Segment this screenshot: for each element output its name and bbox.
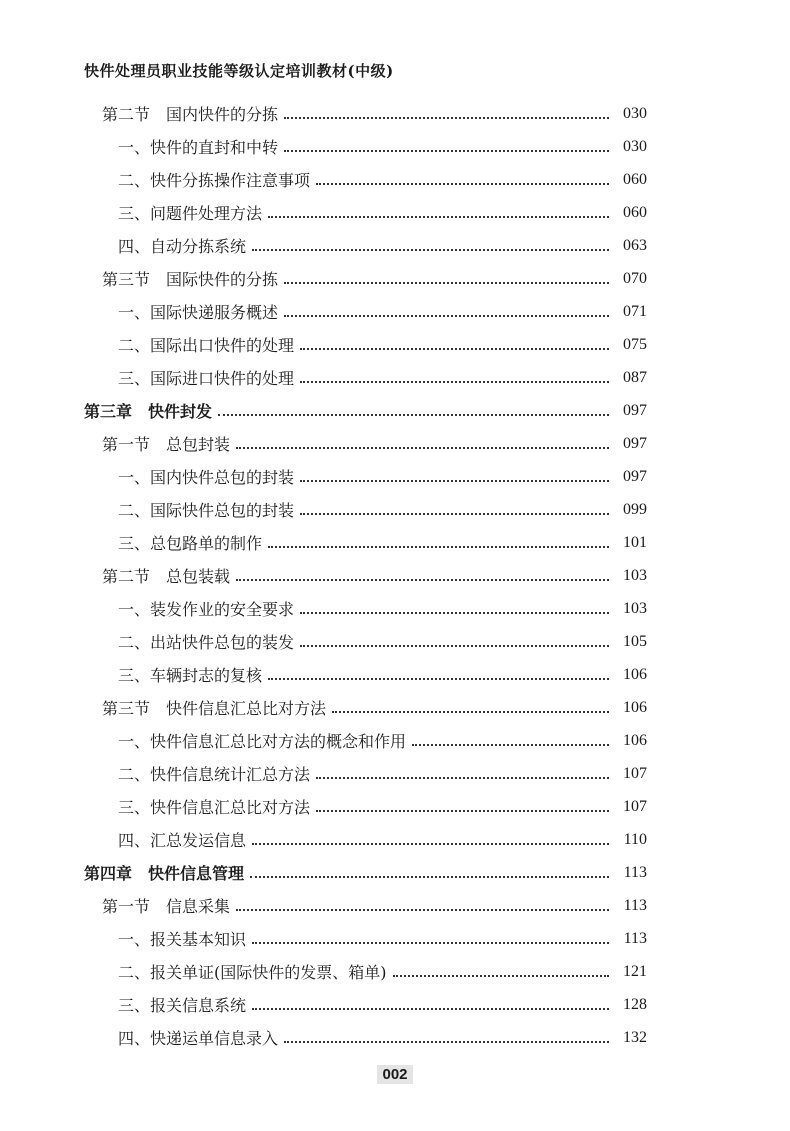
toc-entry-section[interactable] xyxy=(0,97,647,130)
toc-entry-page-number: 075 xyxy=(623,335,647,353)
toc-entry-page-number: 107 xyxy=(623,764,647,782)
toc-entry-section[interactable] xyxy=(0,889,647,922)
toc-entry-title: 第一节 总包封装 xyxy=(102,435,231,454)
dot-leader xyxy=(284,149,609,152)
toc-entry-item[interactable] xyxy=(0,1021,647,1054)
toc-entry-title: 一、报关基本知识 xyxy=(118,930,247,949)
toc-entry-item[interactable] xyxy=(0,493,647,526)
dot-leader xyxy=(252,941,609,944)
toc-entry-title: 一、装发作业的安全要求 xyxy=(118,600,295,619)
toc-entry-title: 第三节 国际快件的分拣 xyxy=(102,270,279,289)
toc-entry-item[interactable] xyxy=(0,295,647,328)
dot-leader xyxy=(300,479,609,482)
toc-entry-page-number: 106 xyxy=(623,665,647,683)
toc-entry-section[interactable] xyxy=(0,559,647,592)
toc-entry-item[interactable] xyxy=(0,823,647,856)
toc-entry-page-number: 099 xyxy=(623,500,647,518)
toc-entry-item[interactable] xyxy=(0,130,647,163)
toc-entry-title: 一、国内快件总包的封装 xyxy=(118,468,295,487)
toc-entry-item[interactable] xyxy=(0,988,647,1021)
toc-entry-page-number: 097 xyxy=(623,401,647,419)
page-number-footer xyxy=(0,1066,790,1083)
toc-entry-page-number: 113 xyxy=(623,929,647,947)
toc-entry-title: 三、快件信息汇总比对方法 xyxy=(118,798,311,817)
toc-entry-page-number: 030 xyxy=(623,104,647,122)
toc-entry-item[interactable] xyxy=(0,163,647,196)
toc-entry-title: 一、快件的直封和中转 xyxy=(118,138,279,157)
toc-entry-title: 第二节 总包装载 xyxy=(102,567,231,586)
toc-entry-page-number: 063 xyxy=(623,236,647,254)
dot-leader xyxy=(284,1040,609,1043)
toc-entry-title: 第四章 快件信息管理 xyxy=(84,864,245,883)
toc-entry-page-number: 110 xyxy=(623,830,647,848)
toc-entry-page-number: 128 xyxy=(623,995,647,1013)
toc-entry-section[interactable] xyxy=(0,262,647,295)
dot-leader xyxy=(284,314,609,317)
toc-entry-title: 二、快件信息统计汇总方法 xyxy=(118,765,311,784)
toc-entry-title: 三、车辆封志的复核 xyxy=(118,666,263,685)
toc-entry-item[interactable] xyxy=(0,229,647,262)
toc-entry-title: 三、总包路单的制作 xyxy=(118,534,263,553)
dot-leader xyxy=(393,974,610,977)
toc-entry-page-number: 107 xyxy=(623,797,647,815)
dot-leader xyxy=(236,908,609,911)
toc-entry-page-number: 106 xyxy=(623,698,647,716)
dot-leader xyxy=(316,809,609,812)
toc-entry-item[interactable] xyxy=(0,790,647,823)
toc-entry-item[interactable] xyxy=(0,955,647,988)
toc-entry-page-number: 097 xyxy=(623,434,647,452)
toc-entry-title: 四、汇总发运信息 xyxy=(118,831,247,850)
toc-entry-item[interactable] xyxy=(0,460,647,493)
toc-entry-section[interactable] xyxy=(0,691,647,724)
toc-entry-page-number: 103 xyxy=(623,599,647,617)
toc-entry-title: 一、国际快递服务概述 xyxy=(118,303,279,322)
dot-leader xyxy=(332,710,609,713)
toc-entry-page-number: 071 xyxy=(623,302,647,320)
dot-leader xyxy=(316,776,609,779)
toc-entry-title: 四、快递运单信息录入 xyxy=(118,1029,279,1048)
toc-entry-item[interactable] xyxy=(0,592,647,625)
toc-entry-chapter[interactable] xyxy=(0,394,647,427)
dot-leader xyxy=(300,644,609,647)
dot-leader xyxy=(236,446,609,449)
toc-entry-item[interactable] xyxy=(0,625,647,658)
toc-entry-title: 二、出站快件总包的装发 xyxy=(118,633,295,652)
toc-entry-page-number: 132 xyxy=(623,1028,647,1046)
toc-entry-page-number: 060 xyxy=(623,170,647,188)
toc-entry-title: 二、国际快件总包的封装 xyxy=(118,501,295,520)
dot-leader xyxy=(268,215,609,218)
toc-entry-page-number: 070 xyxy=(623,269,647,287)
toc-entry-title: 第三节 快件信息汇总比对方法 xyxy=(102,699,327,718)
toc-entry-page-number: 106 xyxy=(623,731,647,749)
page-number: 002 xyxy=(377,1065,412,1084)
dot-leader xyxy=(300,380,609,383)
toc-entry-title: 三、国际进口快件的处理 xyxy=(118,369,295,388)
toc-entry-title: 二、报关单证(国际快件的发票、箱单) xyxy=(118,963,387,982)
toc-entry-page-number: 121 xyxy=(623,962,647,980)
toc-entry-title: 第一节 信息采集 xyxy=(102,897,231,916)
toc-entry-item[interactable] xyxy=(0,328,647,361)
toc-entry-page-number: 030 xyxy=(623,137,647,155)
toc-entry-page-number: 103 xyxy=(623,566,647,584)
toc-entry-section[interactable] xyxy=(0,427,647,460)
toc-entry-page-number: 101 xyxy=(623,533,647,551)
toc-entry-title: 三、报关信息系统 xyxy=(118,996,247,1015)
dot-leader xyxy=(268,677,609,680)
toc-entry-item[interactable] xyxy=(0,526,647,559)
toc-entry-title: 第二节 国内快件的分拣 xyxy=(102,105,279,124)
toc-entry-title: 一、快件信息汇总比对方法的概念和作用 xyxy=(118,732,407,751)
dot-leader xyxy=(268,545,609,548)
toc-entry-page-number: 105 xyxy=(623,632,647,650)
toc-entry-page-number: 097 xyxy=(623,467,647,485)
dot-leader xyxy=(316,182,609,185)
dot-leader xyxy=(300,512,609,515)
toc-entry-chapter[interactable] xyxy=(0,856,647,889)
dot-leader xyxy=(252,248,609,251)
toc-entry-title: 第三章 快件封发 xyxy=(84,402,213,421)
dot-leader xyxy=(252,842,609,845)
toc-entry-item[interactable] xyxy=(0,757,647,790)
toc-entry-item[interactable] xyxy=(0,724,647,757)
toc-entry-item[interactable] xyxy=(0,361,647,394)
dot-leader xyxy=(412,743,609,746)
dot-leader xyxy=(284,281,609,284)
dot-leader xyxy=(300,347,609,350)
toc-entry-item[interactable] xyxy=(0,922,647,955)
toc-entry-page-number: 060 xyxy=(623,203,647,221)
dot-leader xyxy=(218,413,609,416)
toc-entry-title: 四、自动分拣系统 xyxy=(118,237,247,256)
dot-leader xyxy=(252,1007,609,1010)
toc-entry-title: 二、国际出口快件的处理 xyxy=(118,336,295,355)
toc-entry-title: 三、问题件处理方法 xyxy=(118,204,263,223)
dot-leader xyxy=(250,875,609,878)
toc-entry-item[interactable] xyxy=(0,658,647,691)
toc-entry-page-number: 113 xyxy=(623,896,647,914)
toc-entry-title: 二、快件分拣操作注意事项 xyxy=(118,171,311,190)
book-title-header: 快件处理员职业技能等级认定培训教材(中级) xyxy=(84,62,394,80)
dot-leader xyxy=(300,611,609,614)
toc-entry-page-number: 113 xyxy=(623,863,647,881)
toc-entry-item[interactable] xyxy=(0,196,647,229)
dot-leader xyxy=(284,116,609,119)
toc-entry-page-number: 087 xyxy=(623,368,647,386)
dot-leader xyxy=(236,578,609,581)
